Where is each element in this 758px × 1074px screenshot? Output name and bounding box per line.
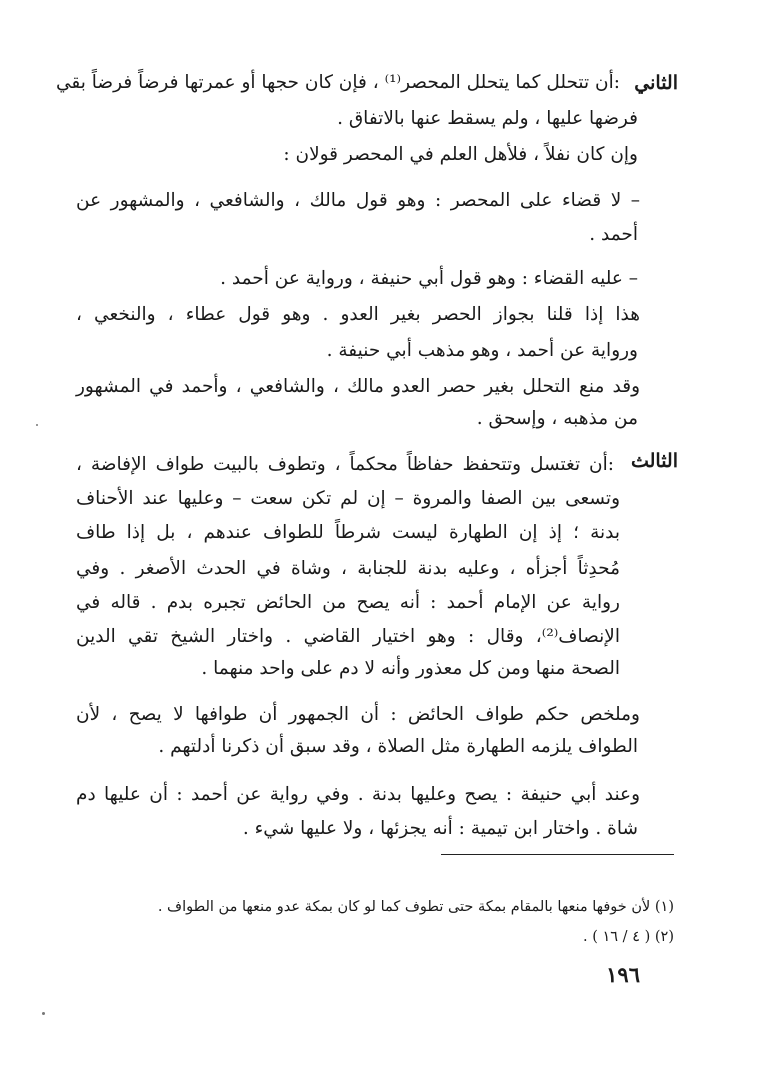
text-line: بدنة ؛ إذ إن الطهارة ليست شرطاً للطواف عندهم ، بل إذا طاف <box>76 522 620 543</box>
text-line: وقد منع التحلل بغير حصر العدو مالك ، والشافعي ، وأحمد في المشهور <box>76 376 640 397</box>
text-line: هذا إذا قلنا بجواز الحصر بغير العدو . وهو قول عطاء ، والنخعي ، <box>76 304 640 325</box>
page-number: ١٩٦ <box>606 962 640 987</box>
text-line: رواية عن الإمام أحمد : أنه يصح من الحائض تجبره بدم . قاله في <box>76 592 620 613</box>
text-line: الطواف يلزمه الطهارة مثل الصلاة ، وقد سبق أن ذكرنا أدلتهم . <box>158 736 638 757</box>
text-line: شاة . واختار ابن تيمية : أنه يجزئها ، ولا عليها شيء . <box>242 818 638 839</box>
text-line: وتسعى بين الصفا والمروة – إن لم تكن سعت – وعليها عند الأحناف <box>76 488 620 509</box>
text-line: – عليه القضاء : وهو قول أبي حنيفة ، ورواية عن أحمد . <box>220 268 638 289</box>
text-line: الإنصاف⁽²⁾، وقال : وهو اختيار القاضي . واختار الشيخ تقي الدين <box>76 626 620 647</box>
text-line: :أن تغتسل وتتحفظ حفاظاً محكماً ، وتطوف بالبيت طواف الإفاضة ، <box>76 454 614 475</box>
text-line: وعند أبي حنيفة : يصح وعليها بدنة . وفي رواية عن أحمد : أن عليها دم <box>76 784 640 805</box>
text-line: وملخص حكم طواف الحائض : أن الجمهور أن طوافها لا يصح ، لأن <box>76 704 640 725</box>
text-line: :أن تتحلل كما يتحلل المحصر⁽¹⁾ ، فإن كان حجها أو عمرتها فرضاً فرضاً بقي <box>55 72 620 93</box>
footnote-2: (٢) ( ٤ / ١٦ ) . <box>583 929 674 945</box>
text-line: وإن كان نفلاً ، فلأهل العلم في المحصر قولان : <box>283 144 638 165</box>
text-line: فرضها عليها ، ولم يسقط عنها بالاتفاق . <box>337 108 638 129</box>
text-line: مُحدِثاً أجزأه ، وعليه بدنة للجنابة ، وشاة في الحدث الأصغر . وفي <box>76 558 620 579</box>
section-heading-second: الثاني <box>634 72 678 94</box>
text-line: من مذهبه ، وإسحق . <box>476 408 638 429</box>
text-line: – لا قضاء على المحصر : وهو قول مالك ، والشافعي ، والمشهور عن <box>76 190 640 211</box>
footnote-1: (١) لأن خوفها منعها بالمقام بمكة حتى تطوف كما لو كان بمكة عدو منعها من الطواف . <box>157 899 674 915</box>
text-line: الصحة منها ومن كل معذور وأنه لا دم على واحد منهما . <box>201 658 620 679</box>
scan-speck <box>42 1012 45 1015</box>
section-heading-third: الثالث <box>630 450 678 472</box>
text-line: أحمد . <box>589 224 638 245</box>
scan-speck <box>36 424 38 426</box>
footnote-separator <box>441 854 674 855</box>
text-line: ورواية عن أحمد ، وهو مذهب أبي حنيفة . <box>326 340 638 361</box>
